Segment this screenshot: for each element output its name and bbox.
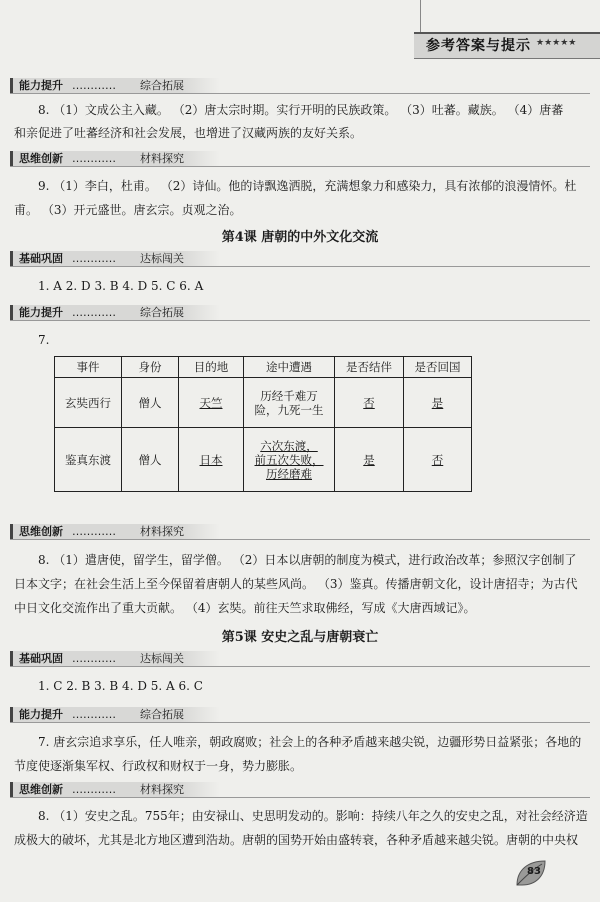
answer-line: 8. （1）遣唐使，留学生，留学僧。 （2）日本以唐朝的制度为模式，进行政治改革；参照汉字创制了 [38,553,577,567]
table-header-cell: 途中遭遇 [244,357,335,378]
header-stars-icon: ★★★★★ [536,38,577,48]
section-subtitle: 综合拓展 [140,306,184,319]
answer-line: 节度使逐渐集军权、行政权和财权于一身，势力膨胀。 [14,759,303,773]
question-number: 7. [38,333,50,347]
table-header-cell: 是否结伴 [335,357,404,378]
answer-line: 中日文化交流作出了重大贡献。 （4）玄奘。前往天竺求取佛经，写成《大唐西域记》。 [14,601,476,615]
experience-line: 历经千难万 [260,388,318,403]
section-dots: ………… [72,708,116,721]
section-bar [10,251,590,267]
partner-text: 是 [363,452,375,467]
section-tag: 思维创新 [10,151,69,167]
section-dots: ………… [72,252,116,265]
section-bar [10,524,590,540]
table-header-cell: 身份 [122,357,179,378]
section-dots: ………… [72,783,116,796]
partner-text: 否 [363,395,375,410]
experience-cell [244,428,335,492]
table-header-cell: 目的地 [179,357,244,378]
section-dots: ………… [72,306,116,319]
comparison-table [54,356,472,492]
event-cell: 玄奘西行 [55,378,122,428]
section-bar [10,651,590,667]
role-cell: 僧人 [122,378,179,428]
section-subtitle: 材料探究 [140,525,184,538]
answer-line: 成极大的破坏，尤其是北方地区遭到浩劫。唐朝的国势开始由盛转衰，各种矛盾越来越尖锐。唐朝的中央权 [14,833,579,847]
table-row [55,378,472,428]
answer-line: 9. （1）李白，杜甫。 （2）诗仙。他的诗飘逸洒脱，充满想象力和感染力，具有浓郁的浪漫情怀。杜 [38,179,577,193]
partner-cell [335,428,404,492]
section-subtitle: 达标闯关 [140,252,184,265]
section-subtitle: 综合拓展 [140,708,184,721]
section-subtitle: 材料探究 [140,152,184,165]
section-dots: ………… [72,152,116,165]
section-bar [10,305,590,321]
event-cell: 鉴真东渡 [55,428,122,492]
table-header-cell: 是否回国 [404,357,472,378]
section-tag: 思维创新 [10,782,69,798]
returned-text: 否 [431,452,444,467]
section-tag: 能力提升 [10,78,69,94]
section-tag: 基础巩固 [10,651,69,667]
section-bar [10,782,590,798]
destination-text: 天竺 [199,395,223,410]
choice-answers: 1. A 2. D 3. B 4. D 5. C 6. A [38,279,204,293]
partner-cell [335,378,404,428]
destination-cell [179,378,244,428]
experience-line: 险，九死一生 [254,402,324,417]
answer-line: 日本文字；在社会生活上至今保留着唐朝人的某些风尚。 （3）鉴真。传播唐朝文化，设计唐招寺；为古代 [14,577,578,591]
section-subtitle: 综合拓展 [140,79,184,92]
choice-answers: 1. C 2. B 3. B 4. D 5. A 6. C [38,679,203,693]
header-title: 参考答案与提示 [426,38,531,54]
section-dots: ………… [72,79,116,92]
destination-cell [179,428,244,492]
table-row [55,428,472,492]
lesson-title: 第5课 安史之乱与唐朝衰亡 [221,630,379,645]
returned-cell [404,428,472,492]
section-bar [10,707,590,723]
section-dots: ………… [72,652,116,665]
answer-line: 7. 唐玄宗追求享乐，任人唯亲，朝政腐败；社会上的各种矛盾越来越尖锐，边疆形势日益紧张；各地的 [38,735,582,749]
section-tag: 能力提升 [10,305,69,321]
answer-line: 和亲促进了吐蕃经济和社会发展，也增进了汉藏两族的友好关系。 [14,126,363,140]
section-dots: ………… [72,525,116,538]
experience-line: 前五次失败， [254,452,324,467]
table-header-row [55,357,472,378]
section-bar [10,78,590,94]
section-tag: 思维创新 [10,524,69,540]
experience-line: 历经磨难 [266,466,312,481]
section-tag: 基础巩固 [10,251,69,267]
page-number: 83 [527,866,541,877]
section-bar [10,151,590,167]
returned-text: 是 [431,395,444,410]
section-tag: 能力提升 [10,707,69,723]
returned-cell [404,378,472,428]
section-subtitle: 达标闯关 [140,652,184,665]
section-subtitle: 材料探究 [140,783,184,796]
answer-line: 甫。 （3）开元盛世。唐玄宗。贞观之治。 [14,203,242,217]
role-cell: 僧人 [122,428,179,492]
answer-line: 8. （1）安史之乱。755年；由安禄山、史思明发动的。影响：持续八年之久的安史之乱，对社会经济造 [38,809,588,823]
experience-cell [244,378,335,428]
lesson-title: 第4课 唐朝的中外文化交流 [221,230,379,245]
answer-line: 8. （1）文成公主入藏。 （2）唐太宗时期。实行开明的民族政策。 （3）吐蕃。藏族。 （4）唐蕃 [38,103,564,117]
experience-line: 六次东渡， [260,438,318,453]
table-header-cell: 事件 [55,357,122,378]
destination-text: 日本 [199,452,223,467]
